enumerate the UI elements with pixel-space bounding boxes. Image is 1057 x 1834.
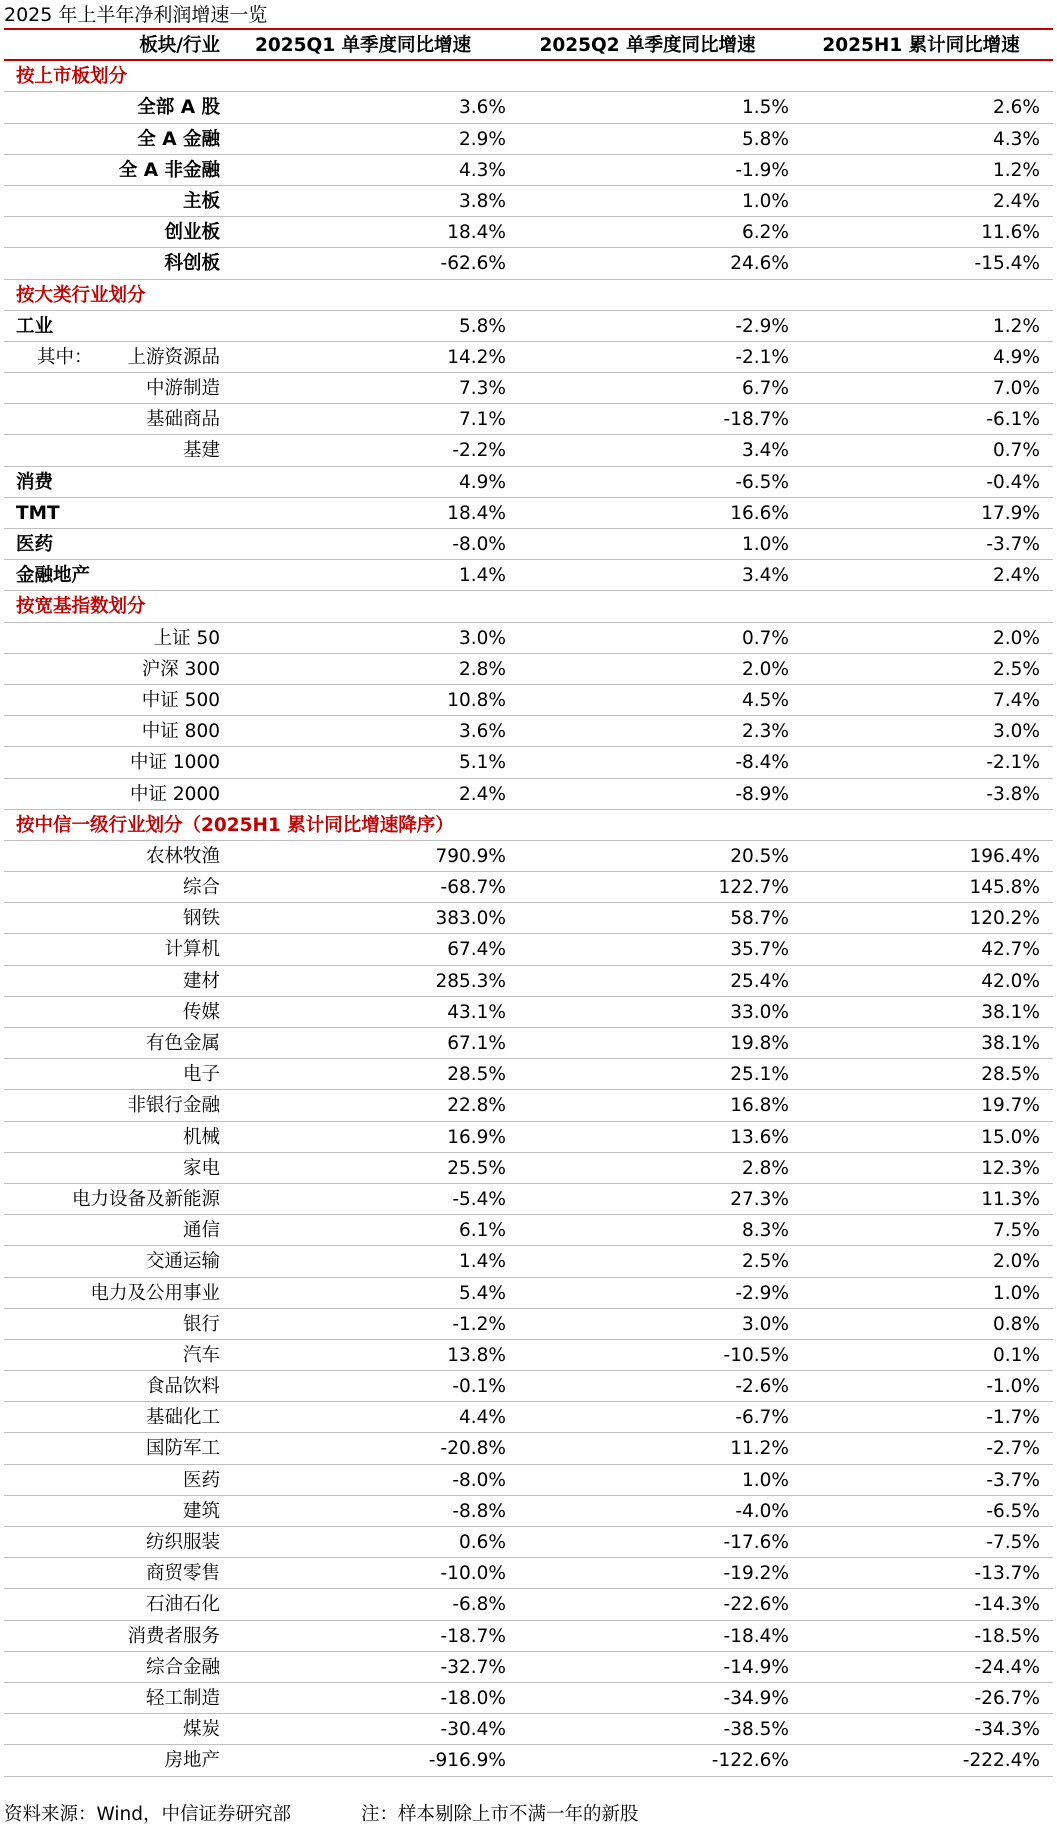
table-row (4, 1184, 1053, 1215)
cell-q2: -8.9% (735, 783, 789, 805)
cell-h1: 19.7% (981, 1095, 1040, 1117)
footer (4, 1800, 639, 1830)
cell-q1: -8.8% (452, 1500, 506, 1522)
cell-h1: -24.4% (974, 1656, 1040, 1678)
cell-h1: 0.1% (993, 1344, 1040, 1366)
cell-h1: 7.4% (993, 689, 1040, 711)
cell-q2: 1.0% (742, 534, 789, 555)
row-name: 科创板 (164, 253, 220, 275)
table-row (4, 92, 1053, 123)
row-name: 全 A 金融 (137, 128, 220, 150)
row-name: 农林牧渔 (145, 845, 220, 867)
cell-h1: 2.4% (993, 190, 1040, 212)
cell-h1: 7.0% (993, 378, 1040, 400)
table-row (4, 1745, 1053, 1776)
row-name: 上证 50 (153, 627, 220, 649)
table-row (4, 1215, 1053, 1246)
section-label: 按大类行业划分 (16, 284, 146, 306)
cell-q2: 20.5% (730, 845, 789, 867)
cell-h1: 15.0% (981, 1126, 1040, 1148)
row-name: 建筑 (182, 1500, 220, 1522)
cell-q1: 18.4% (447, 222, 506, 244)
table-row (4, 342, 1053, 373)
cell-h1: 1.2% (993, 159, 1040, 181)
table-row (4, 1496, 1053, 1527)
table-row (4, 404, 1053, 435)
cell-q1: 383.0% (435, 908, 506, 930)
cell-h1: 120.2% (969, 908, 1040, 930)
row-name: 建材 (182, 970, 220, 992)
row-prefix: 其中： (37, 346, 93, 368)
cell-q2: 27.3% (730, 1188, 789, 1210)
row-name: 基建 (182, 440, 220, 462)
table-row (4, 1122, 1053, 1153)
cell-h1: -18.5% (974, 1625, 1040, 1647)
table-row (4, 435, 1053, 466)
row-name: 沪深 300 (141, 658, 220, 680)
table-row (4, 1402, 1053, 1433)
cell-q1: 3.6% (459, 97, 506, 119)
header-q2: 2025Q2 单季度同比增速 (539, 35, 756, 56)
row-name: 中证 800 (141, 721, 220, 743)
cell-h1: 38.1% (981, 1001, 1040, 1023)
row-name: 非银行金融 (127, 1095, 220, 1117)
cell-h1: 7.5% (993, 1220, 1040, 1242)
row-name: 电力及公用事业 (90, 1282, 220, 1304)
section-header-row (4, 810, 1053, 841)
row-name: 传媒 (182, 1001, 220, 1023)
cell-q1: -5.4% (452, 1188, 506, 1210)
row-name: 金融地产 (16, 565, 91, 587)
cell-q2: 25.1% (730, 1064, 789, 1086)
row-name: 石油石化 (145, 1594, 220, 1616)
table-row (4, 654, 1053, 685)
cell-q1: 67.1% (447, 1033, 506, 1054)
table-row (4, 1340, 1053, 1371)
row-name: 中证 500 (141, 689, 220, 711)
table-row (4, 934, 1053, 965)
cell-q2: -18.4% (723, 1625, 789, 1647)
table-row (4, 1558, 1053, 1589)
cell-q1: 67.4% (447, 939, 506, 961)
cell-q1: 3.6% (459, 721, 506, 743)
cell-h1: -34.3% (974, 1719, 1040, 1741)
cell-q1: 4.4% (459, 1407, 506, 1429)
cell-h1: 2.5% (993, 658, 1040, 680)
table-row (4, 1153, 1053, 1184)
table-row (4, 716, 1053, 747)
cell-q2: 16.8% (730, 1095, 789, 1117)
table-row (4, 747, 1053, 778)
row-name: 主板 (182, 190, 220, 212)
cell-q1: -62.6% (440, 253, 506, 275)
cell-q2: 6.2% (742, 222, 789, 244)
table-row (4, 1527, 1053, 1558)
cell-q1: 2.9% (459, 128, 506, 150)
row-name: TMT (16, 502, 60, 524)
table-row (4, 966, 1053, 997)
cell-h1: 196.4% (969, 845, 1040, 867)
table-row (4, 841, 1053, 872)
table-row (4, 779, 1053, 810)
row-name: 医药 (182, 1469, 220, 1491)
row-name: 全 A 非金融 (118, 159, 220, 181)
cell-q1: 1.4% (459, 1251, 506, 1273)
cell-q1: -8.0% (452, 1469, 506, 1491)
cell-q1: 43.1% (447, 1001, 506, 1023)
cell-q2: 8.3% (742, 1220, 789, 1242)
table-row (4, 217, 1053, 248)
cell-h1: 42.0% (981, 970, 1040, 992)
table-row (4, 1589, 1053, 1620)
table-row (4, 1652, 1053, 1683)
cell-q1: 28.5% (447, 1064, 506, 1086)
cell-q1: 5.8% (459, 315, 506, 337)
table-row (4, 1278, 1053, 1309)
table-row (4, 1309, 1053, 1340)
row-name: 消费 (16, 471, 54, 493)
cell-h1: -3.7% (986, 534, 1040, 555)
cell-q2: 1.0% (742, 1469, 789, 1491)
cell-q1: 10.8% (447, 689, 506, 711)
cell-q2: -2.9% (735, 1282, 789, 1304)
section-header-row (4, 591, 1053, 622)
cell-q2: -2.1% (735, 346, 789, 368)
cell-q1: 13.8% (447, 1344, 506, 1366)
row-name: 轻工制造 (145, 1687, 220, 1709)
cell-q2: 24.6% (730, 253, 789, 275)
table-row (4, 997, 1053, 1028)
table-row (4, 1621, 1053, 1652)
cell-h1: 42.7% (981, 939, 1040, 961)
cell-q2: 0.7% (742, 627, 789, 649)
table-row (4, 685, 1053, 716)
cell-h1: 4.9% (993, 346, 1040, 368)
table-title: 2025 年上半年净利润增速一览 (4, 4, 268, 26)
cell-q1: 7.3% (459, 378, 506, 400)
table-row (4, 186, 1053, 217)
table-row (4, 248, 1053, 279)
footer-note: 注：样本剔除上市不满一年的新股 (361, 1804, 639, 1825)
cell-h1: 12.3% (981, 1157, 1040, 1179)
row-name: 中证 2000 (130, 783, 220, 805)
cell-h1: -2.7% (986, 1438, 1040, 1460)
cell-h1: 11.6% (981, 222, 1040, 244)
cell-q1: 2.8% (459, 658, 506, 680)
row-name: 基础化工 (145, 1407, 220, 1429)
cell-q2: -38.5% (723, 1719, 789, 1741)
cell-q2: -1.9% (735, 159, 789, 181)
header-h1: 2025H1 累计同比增速 (822, 35, 1020, 56)
row-name: 有色金属 (145, 1033, 220, 1054)
section-header-row (4, 280, 1053, 311)
cell-h1: 145.8% (969, 877, 1040, 899)
row-name: 综合金融 (145, 1656, 220, 1678)
cell-q1: -18.0% (440, 1687, 506, 1709)
section-label: 按中信一级行业划分（2025H1 累计同比增速降序） (16, 814, 454, 836)
cell-h1: -222.4% (962, 1750, 1040, 1772)
table-row (4, 623, 1053, 654)
cell-h1: 17.9% (981, 502, 1040, 524)
cell-h1: -6.5% (986, 1500, 1040, 1522)
table-row (4, 1090, 1053, 1121)
cell-q1: 3.0% (459, 627, 506, 649)
footer-source: 资料来源：Wind，中信证券研究部 (4, 1804, 291, 1825)
cell-h1: -6.1% (986, 409, 1040, 431)
cell-q2: 58.7% (730, 908, 789, 930)
cell-q2: 3.4% (742, 565, 789, 587)
cell-h1: 38.1% (981, 1033, 1040, 1054)
cell-q2: -22.6% (723, 1594, 789, 1616)
table-row (4, 1465, 1053, 1496)
table-row (4, 1714, 1053, 1745)
table-row (4, 1683, 1053, 1714)
cell-q2: 2.8% (742, 1157, 789, 1179)
cell-q2: 6.7% (742, 378, 789, 400)
cell-h1: -0.4% (986, 471, 1040, 493)
cell-q2: 5.8% (742, 128, 789, 150)
cell-h1: 1.2% (993, 315, 1040, 337)
row-name: 中证 1000 (130, 752, 220, 774)
cell-q1: -6.8% (452, 1594, 506, 1616)
table-row (4, 1371, 1053, 1402)
cell-q1: 14.2% (447, 346, 506, 368)
cell-q1: 2.4% (459, 783, 506, 805)
cell-h1: -26.7% (974, 1687, 1040, 1709)
cell-q2: 33.0% (730, 1001, 789, 1023)
data-table (4, 30, 1053, 1777)
row-name: 交通运输 (145, 1251, 220, 1273)
cell-q2: -18.7% (723, 409, 789, 431)
table-row (4, 1246, 1053, 1277)
table-row (4, 498, 1053, 529)
cell-h1: 0.7% (993, 440, 1040, 462)
cell-q1: 3.8% (459, 190, 506, 212)
cell-q1: -2.2% (452, 440, 506, 462)
row-name: 中游制造 (145, 378, 220, 400)
cell-h1: -15.4% (974, 253, 1040, 275)
cell-q1: 1.4% (459, 565, 506, 587)
row-name: 汽车 (182, 1344, 220, 1366)
cell-q1: 25.5% (447, 1157, 506, 1179)
cell-q2: -122.6% (711, 1750, 789, 1772)
header-q1: 2025Q1 单季度同比增速 (254, 35, 472, 56)
cell-q1: -0.1% (452, 1376, 506, 1398)
row-name: 食品饮料 (145, 1376, 220, 1398)
row-name: 电子 (182, 1064, 220, 1086)
cell-q1: 4.3% (459, 159, 506, 181)
cell-h1: 2.0% (993, 627, 1040, 649)
table-row (4, 872, 1053, 903)
row-name: 上游资源品 (127, 346, 220, 368)
cell-h1: -7.5% (986, 1532, 1040, 1553)
cell-h1: 3.0% (993, 721, 1040, 743)
cell-q1: -32.7% (440, 1656, 506, 1678)
cell-q2: 3.0% (742, 1313, 789, 1335)
row-name: 全部 A 股 (137, 97, 220, 119)
row-name: 商贸零售 (145, 1563, 220, 1585)
table-row (4, 529, 1053, 560)
cell-q1: -68.7% (440, 877, 506, 899)
row-name: 基础商品 (145, 409, 220, 431)
cell-h1: 2.4% (993, 565, 1040, 587)
cell-q1: 4.9% (459, 471, 506, 493)
cell-q1: 5.4% (459, 1282, 506, 1304)
cell-q2: 13.6% (730, 1126, 789, 1148)
cell-q2: 1.5% (742, 97, 789, 119)
cell-q2: -17.6% (723, 1532, 789, 1553)
cell-q1: 5.1% (459, 752, 506, 774)
cell-q2: -2.9% (735, 315, 789, 337)
cell-q1: -20.8% (440, 1438, 506, 1460)
cell-q1: 7.1% (459, 409, 506, 431)
section-label: 按宽基指数划分 (16, 596, 146, 618)
cell-q2: 2.3% (742, 721, 789, 743)
cell-q1: -8.0% (452, 534, 506, 555)
table-row (4, 1433, 1053, 1464)
cell-q1: 18.4% (447, 502, 506, 524)
row-name: 通信 (182, 1220, 220, 1242)
table-row (4, 311, 1053, 342)
table-row (4, 124, 1053, 155)
cell-h1: 28.5% (981, 1064, 1040, 1086)
cell-q2: -19.2% (723, 1563, 789, 1585)
cell-q1: -30.4% (440, 1719, 506, 1741)
cell-q2: -14.9% (723, 1656, 789, 1678)
row-name: 计算机 (164, 939, 220, 961)
cell-h1: 4.3% (993, 128, 1040, 150)
cell-q1: 6.1% (459, 1220, 506, 1242)
cell-h1: -3.7% (986, 1469, 1040, 1491)
row-name: 工业 (16, 315, 54, 337)
cell-h1: 0.8% (993, 1313, 1040, 1335)
row-name: 电力设备及新能源 (71, 1188, 220, 1210)
cell-q2: -10.5% (723, 1344, 789, 1366)
table-row (4, 1059, 1053, 1090)
cell-q2: -4.0% (735, 1500, 789, 1522)
table-header-row (4, 30, 1053, 61)
row-name: 消费者服务 (127, 1625, 220, 1647)
cell-q1: -916.9% (428, 1750, 506, 1772)
row-name: 钢铁 (182, 908, 220, 930)
cell-q2: 122.7% (718, 877, 789, 899)
row-name: 综合 (182, 877, 220, 899)
row-name: 银行 (182, 1313, 220, 1335)
section-header-row (4, 61, 1053, 92)
cell-q1: 790.9% (435, 845, 506, 867)
cell-q2: 35.7% (730, 939, 789, 961)
cell-h1: -2.1% (986, 752, 1040, 774)
cell-h1: 1.0% (993, 1282, 1040, 1304)
table-row (4, 1028, 1053, 1059)
cell-q2: -6.5% (735, 471, 789, 493)
row-name: 医药 (16, 534, 54, 555)
cell-q2: -2.6% (735, 1376, 789, 1398)
cell-q2: 2.5% (742, 1251, 789, 1273)
row-name: 机械 (182, 1126, 220, 1148)
cell-q2: 4.5% (742, 689, 789, 711)
cell-q2: 25.4% (730, 970, 789, 992)
cell-h1: 2.0% (993, 1251, 1040, 1273)
cell-q1: -18.7% (440, 1625, 506, 1647)
row-name: 煤炭 (182, 1719, 220, 1741)
table-row (4, 903, 1053, 934)
cell-h1: -3.8% (986, 783, 1040, 805)
cell-q2: -8.4% (735, 752, 789, 774)
cell-q2: -34.9% (723, 1687, 789, 1709)
cell-q2: -6.7% (735, 1407, 789, 1429)
cell-q2: 3.4% (742, 440, 789, 462)
row-name: 创业板 (164, 222, 220, 244)
row-name: 房地产 (164, 1750, 220, 1772)
cell-h1: -1.0% (986, 1376, 1040, 1398)
cell-q2: 16.6% (730, 502, 789, 524)
cell-q2: 2.0% (742, 658, 789, 680)
row-name: 纺织服装 (145, 1532, 220, 1553)
cell-q2: 11.2% (730, 1438, 789, 1460)
cell-q2: 1.0% (742, 190, 789, 212)
cell-h1: 11.3% (981, 1188, 1040, 1210)
cell-q2: 19.8% (730, 1033, 789, 1054)
cell-h1: 2.6% (993, 97, 1040, 119)
row-name: 国防军工 (145, 1438, 220, 1460)
header-sector: 板块/行业 (139, 35, 220, 56)
cell-q1: 16.9% (447, 1126, 506, 1148)
cell-q1: -1.2% (452, 1313, 506, 1335)
table-row (4, 373, 1053, 404)
cell-h1: -13.7% (974, 1563, 1040, 1585)
cell-q1: 285.3% (435, 970, 506, 992)
section-label: 按上市板划分 (16, 66, 128, 88)
table-row (4, 467, 1053, 498)
table-row (4, 560, 1053, 591)
cell-h1: -14.3% (974, 1594, 1040, 1616)
table-row (4, 155, 1053, 186)
cell-q1: -10.0% (440, 1563, 506, 1585)
row-name: 家电 (182, 1157, 220, 1179)
cell-q1: 22.8% (447, 1095, 506, 1117)
cell-h1: -1.7% (986, 1407, 1040, 1429)
cell-q1: 0.6% (459, 1532, 506, 1553)
